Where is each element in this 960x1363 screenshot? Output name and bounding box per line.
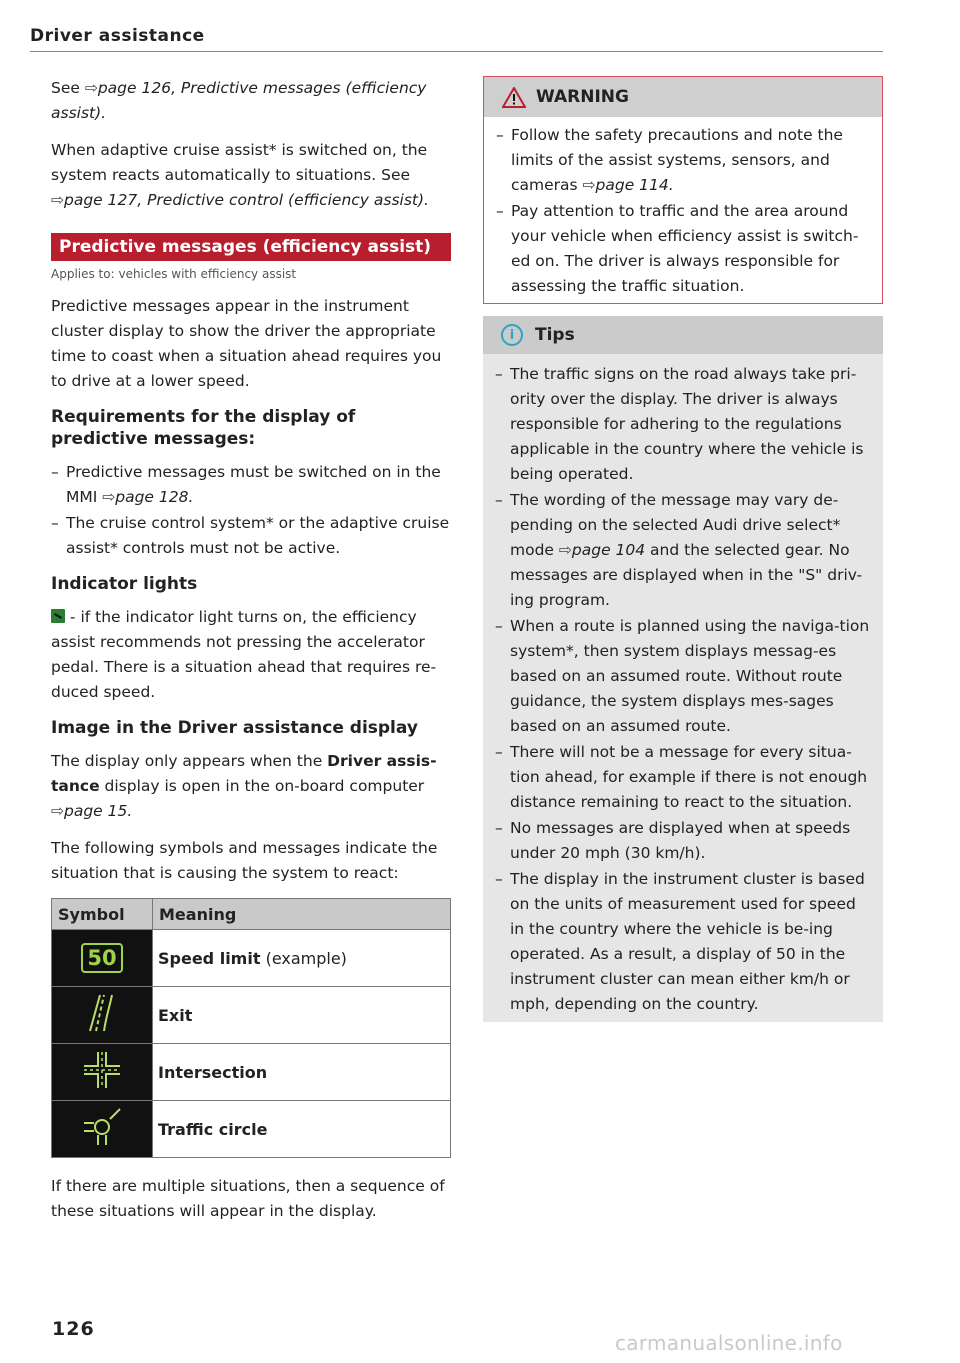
display-paragraph: The display only appears when the Driver assis-tance display is open in the on-board computer ⇨page 15.	[51, 752, 437, 820]
table-row	[52, 1101, 451, 1158]
warning-box	[483, 76, 883, 304]
table-header-row	[52, 899, 451, 930]
list-item: – No messages are displayed when at speeds under 20 mph (30 km/h).	[495, 816, 873, 866]
exit-icon	[52, 987, 153, 1044]
warning-header	[484, 77, 882, 117]
page-number: 126	[52, 1318, 95, 1340]
table-row	[52, 930, 451, 987]
warning-list	[484, 117, 882, 299]
adaptive-cruise-paragraph: When adaptive cruise assist* is switched on, the system reacts automatically to situations. See ⇨page 127, Predictive control (efficiency assist).	[51, 141, 429, 209]
xref-page-128[interactable]: ⇨page 128.	[102, 488, 194, 506]
warning-triangle-icon	[502, 87, 526, 108]
speed-limit-symbol: 50	[52, 930, 153, 987]
table-row	[52, 1044, 451, 1101]
list-item: – Follow the safety precautions and note the limits of the assist systems, sensors, and cameras ⇨page 114.	[496, 123, 872, 198]
intro-paragraph: Predictive messages appear in the instrument cluster display to show the driver the appropriate time to coast when a situation ahead requires you to drive at a lower speed.	[51, 297, 442, 390]
requirements-list	[51, 460, 451, 561]
meaning-cell: Speed limit (example)	[153, 930, 451, 987]
left-column	[51, 76, 451, 1224]
info-icon: i	[501, 324, 523, 346]
tips-box	[483, 316, 883, 1022]
tips-title: Tips	[535, 325, 575, 345]
meaning-cell: Intersection	[153, 1044, 451, 1101]
tips-header	[483, 316, 883, 354]
header-divider	[30, 51, 883, 52]
page-header-title: Driver assistance	[30, 26, 205, 46]
efficiency-assist-indicator-icon	[51, 609, 65, 623]
list-item: – The cruise control system* or the adaptive cruise assist* controls must not be active.	[51, 511, 451, 561]
watermark: carmanualsonline.info	[615, 1331, 843, 1355]
meaning-cell: Exit	[153, 987, 451, 1044]
list-item: – The display in the instrument cluster is based on the units of measurement used for speed in the country where the vehicle is be-ing operated. As a result, a display of 50 in the instrument cluster can mean either km/h or mph, depending on the country.	[495, 867, 873, 1017]
requirements-heading: Requirements for the display of predictive messages:	[51, 407, 356, 449]
warning-title: WARNING	[536, 87, 629, 107]
sequence-paragraph: If there are multiple situations, then a sequence of these situations will appear in the display.	[51, 1177, 445, 1220]
xref-page-104[interactable]: ⇨page 104	[558, 541, 646, 559]
traffic-circle-icon	[52, 1101, 153, 1158]
column-header-meaning: Meaning	[153, 899, 451, 930]
tips-list	[483, 354, 883, 1022]
list-item: – Predictive messages must be switched on in the MMI ⇨page 128.	[51, 460, 451, 510]
list-item: – The traffic signs on the road always take pri-ority over the display. The driver is always responsible for adhering to the regulations applicable in the country where the vehicle is being operated.	[495, 362, 873, 487]
xref-page-15[interactable]: ⇨page 15.	[51, 802, 133, 820]
table-row	[52, 987, 451, 1044]
indicator-lights-heading: Indicator lights	[51, 574, 198, 594]
intersection-icon	[52, 1044, 153, 1101]
xref-page-127[interactable]: ⇨page 127, Predictive control (efficiency assist).	[51, 191, 429, 209]
list-item: – There will not be a message for every situa-tion ahead, for example if there is not enough distance remaining to react to the situation.	[495, 740, 873, 815]
list-item: – The wording of the message may vary de-pending on the selected Audi drive select* mode ⇨page 104 and the selected gear. No messages are displayed when in the "S" driv-ing program.	[495, 488, 873, 613]
symbols-intro-paragraph: The following symbols and messages indicate the situation that is causing the system to react:	[51, 839, 438, 882]
image-display-heading: Image in the Driver assistance display	[51, 718, 418, 738]
indicator-paragraph: - if the indicator light turns on, the efficiency assist recommends not pressing the accelerator pedal. There is a situation ahead that requires re-duced speed.	[51, 608, 437, 701]
see-reference-paragraph: See ⇨page 126, Predictive messages (efficiency assist).	[51, 79, 427, 122]
column-header-symbol: Symbol	[52, 899, 153, 930]
list-item: – When a route is planned using the naviga-tion system*, then system displays messag-es based on an assumed route. Without route guidance, the system displays mes-sages based on an assumed route.	[495, 614, 873, 739]
section-title: Predictive messages (efficiency assist)	[51, 233, 451, 261]
meaning-cell: Traffic circle	[153, 1101, 451, 1158]
right-column	[483, 76, 883, 1022]
list-item: – Pay attention to traffic and the area around your vehicle when efficiency assist is switch-ed on. The driver is always responsible for assessing the traffic situation.	[496, 199, 872, 299]
xref-page-114[interactable]: ⇨page 114.	[582, 176, 674, 194]
symbols-table	[51, 898, 451, 1158]
xref-page-126[interactable]: ⇨page 126, Predictive messages (efficiency assist).	[51, 79, 427, 122]
applies-to: Applies to: vehicles with efficiency assist	[51, 267, 297, 281]
